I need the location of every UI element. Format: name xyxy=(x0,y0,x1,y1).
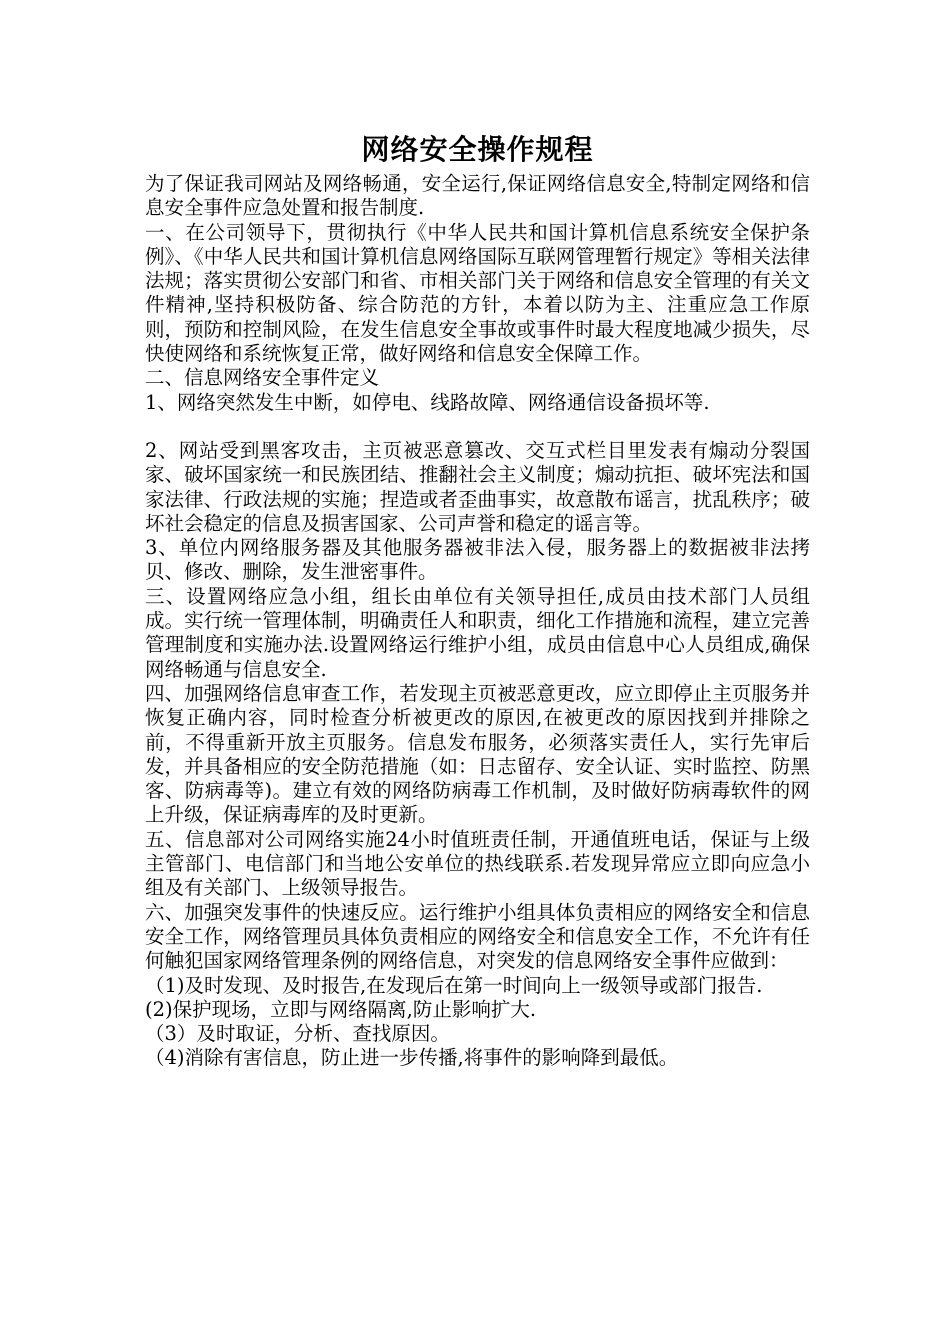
paragraph-item-3: 3、单位内网络服务器及其他服务器被非法入侵，服务器上的数据被非法拷贝、修改、删除，发生泄密事件。 xyxy=(145,536,810,584)
paragraph-section-3: 三、设置网络应急小组，组长由单位有关领导担任,成员由技术部门人员组成。实行统一管理体制，明确责任人和职责，细化工作措施和流程，建立完善管理制度和实施办法.设置网络运行维护小组，成员由信息中心人员组成,确保网络畅通与信息安全. xyxy=(145,584,810,681)
document-page xyxy=(145,130,810,1071)
paragraph-section-1: 一、在公司领导下，贯彻执行《中华人民共和国计算机信息系统安全保护条例》、《中华人民共和国计算机信息网络国际互联网管理暂行规定》等相关法律法规；落实贯彻公安部门和省、市相关部门关于网络和信息安全管理的有关文件精神,坚持积极防备、综合防范的方针，本着以防为主、注重应急工作原则，预防和控制风险，在发生信息安全事故或事件时最大程度地减少损失，尽快使网络和系统恢复正常，做好网络和信息安全保障工作。 xyxy=(145,220,810,366)
document-body xyxy=(145,172,810,1071)
paragraph-item-2: 2、网站受到黑客攻击，主页被恶意篡改、交互式栏目里发表有煽动分裂国家、破坏国家统一和民族团结、推翻社会主义制度；煽动抗拒、破坏宪法和国家法律、行政法规的实施；捏造或者歪曲事实，故意散布谣言，扰乱秩序；破坏社会稳定的信息及损害国家、公司声誉和稳定的谣言等。 xyxy=(145,438,810,535)
paragraph-item-1: 1、网络突然发生中断，如停电、线路故障、网络通信设备损坏等. xyxy=(145,390,710,414)
document-title: 网络安全操作规程 xyxy=(361,133,594,166)
paragraph-section-6: 六、加强突发事件的快速反应。运行维护小组具体负责相应的网络安全和信息安全工作，网络管理员具体负责相应的网络安全和信息安全工作，不允许有任何触犯国家网络管理条例的网络信息，对突发的信息网络安全事件应做到： xyxy=(145,900,810,973)
paragraph-sub-4: （4)消除有害信息，防止进一步传播,将事件的影响降到最低。 xyxy=(145,1046,679,1070)
paragraph-section-2-heading: 二、信息网络安全事件定义 xyxy=(145,366,380,390)
paragraph-sub-3: （3）及时取证，分析、查找原因。 xyxy=(145,1022,450,1046)
paragraph-sub-2: (2)保护现场，立即与网络隔离,防止影响扩大. xyxy=(145,997,537,1021)
paragraph-sub-1: （1)及时发现、及时报告,在发现后在第一时间向上一级领导或部门报告. xyxy=(145,973,763,997)
paragraph-intro: 为了保证我司网站及网络畅通，安全运行,保证网络信息安全,特制定网络和信息安全事件应急处置和报告制度. xyxy=(145,172,810,220)
paragraph-section-4: 四、加强网络信息审查工作，若发现主页被恶意更改，应立即停止主页服务并恢复正确内容，同时检查分析被更改的原因,在被更改的原因找到并排除之前，不得重新开放主页服务。信息发布服务，必须落实责任人，实行先审后发，并具备相应的安全防范措施（如：日志留存、安全认证、实时监控、防黑客、防病毒等)。建立有效的网络防病毒工作机制，及时做好防病毒软件的网上升级，保证病毒库的及时更新。 xyxy=(145,681,810,827)
paragraph-section-5: 五、信息部对公司网络实施24小时值班责任制，开通值班电话，保证与上级主管部门、电信部门和当地公安单位的热线联系.若发现异常应立即向应急小组及有关部门、上级领导报告。 xyxy=(145,827,810,900)
blank-line xyxy=(145,415,810,439)
